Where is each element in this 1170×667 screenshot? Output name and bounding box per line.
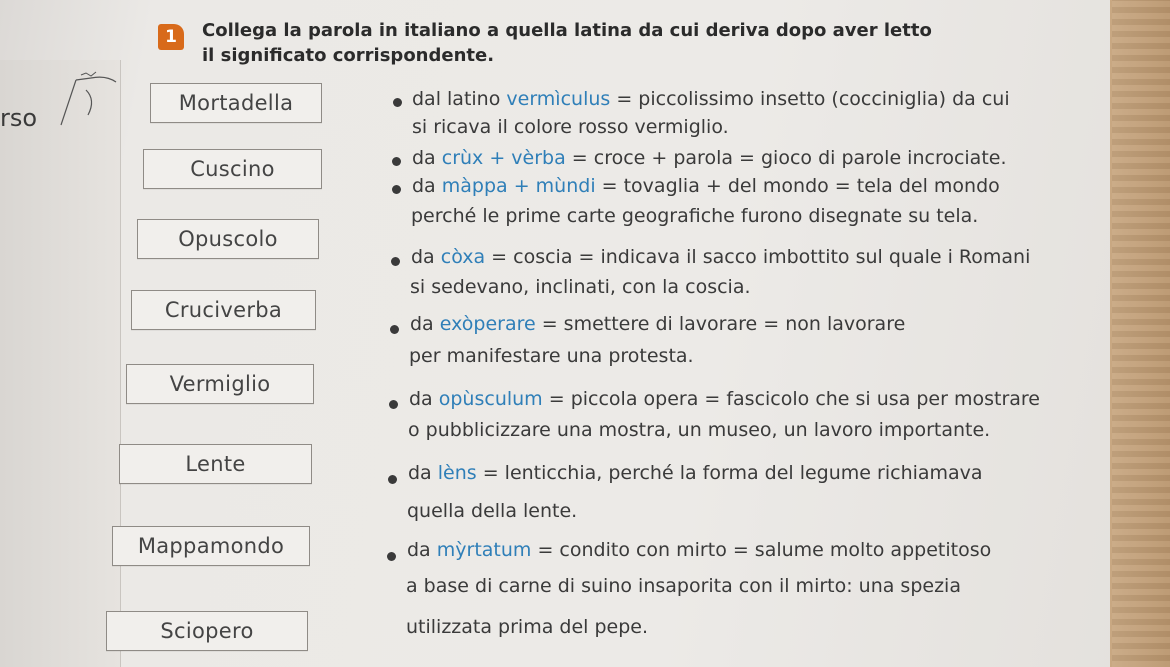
pencil-doodle-icon bbox=[56, 70, 126, 130]
definition-mappa-mundi-cont: perché le prime carte geografiche furono disegnate su tela. bbox=[411, 205, 979, 227]
definition-prefix: da bbox=[411, 246, 441, 268]
definition-meaning: = tovaglia + del mondo = tela del mondo bbox=[595, 175, 1000, 197]
definition-prefix: da bbox=[409, 388, 439, 410]
definition-myrtatum-cont2: utilizzata prima del pepe. bbox=[406, 616, 648, 638]
latin-word: vermìculus bbox=[506, 88, 611, 110]
definition-myrtatum bbox=[407, 539, 991, 561]
bullet-2[interactable] bbox=[392, 157, 401, 166]
definition-prefix: dal latino bbox=[412, 88, 507, 110]
definition-meaning: = condito con mirto = salume molto appetitoso bbox=[531, 539, 992, 561]
definition-prefix: da bbox=[412, 147, 442, 169]
word-box-cruciverba[interactable]: Cruciverba bbox=[131, 290, 316, 330]
instruction-line-2: il significato corrispondente. bbox=[202, 45, 495, 66]
left-page-edge bbox=[0, 60, 121, 667]
definition-mappa-mundi bbox=[412, 175, 1000, 197]
exercise-instruction bbox=[202, 18, 962, 68]
latin-word: màppa + mùndi bbox=[441, 175, 596, 197]
bullet-7[interactable] bbox=[388, 475, 397, 484]
word-box-vermiglio[interactable]: Vermiglio bbox=[126, 364, 314, 404]
instruction-line-1: Collega la parola in italiano a quella latina da cui deriva dopo aver letto bbox=[202, 20, 932, 41]
definition-exoperare bbox=[410, 313, 905, 335]
definition-meaning: = coscia = indicava il sacco imbottito sul quale i Romani bbox=[485, 246, 1031, 268]
definition-prefix: da bbox=[408, 462, 438, 484]
latin-word: exòperare bbox=[439, 313, 536, 335]
definition-prefix: da bbox=[407, 539, 437, 561]
desk-wood-grain bbox=[1112, 0, 1170, 667]
word-box-sciopero[interactable]: Sciopero bbox=[106, 611, 308, 651]
word-box-opuscolo[interactable]: Opuscolo bbox=[137, 219, 319, 259]
word-box-lente[interactable]: Lente bbox=[119, 444, 312, 484]
definition-crux-verba bbox=[412, 147, 1007, 169]
bullet-4[interactable] bbox=[391, 257, 400, 266]
definition-meaning: = lenticchia, perché la forma del legume richiamava bbox=[476, 462, 983, 484]
latin-word: crùx + vèrba bbox=[441, 147, 566, 169]
bullet-1[interactable] bbox=[393, 98, 402, 107]
definition-coxa bbox=[411, 246, 1030, 268]
definition-prefix: da bbox=[410, 313, 440, 335]
definition-exoperare-cont: per manifestare una protesta. bbox=[409, 345, 694, 367]
definition-meaning: = piccolissimo insetto (cocciniglia) da cui bbox=[610, 88, 1010, 110]
left-page-text-fragment: rso bbox=[0, 104, 38, 132]
latin-word: lèns bbox=[437, 462, 477, 484]
definition-vermiculus bbox=[412, 88, 1010, 110]
bullet-3[interactable] bbox=[392, 185, 401, 194]
word-box-cuscino[interactable]: Cuscino bbox=[143, 149, 322, 189]
latin-word: còxa bbox=[440, 246, 486, 268]
definition-myrtatum-cont: a base di carne di suino insaporita con il mirto: una spezia bbox=[406, 575, 961, 597]
definition-opusculum bbox=[409, 388, 1040, 410]
definition-lens bbox=[408, 462, 983, 484]
bullet-6[interactable] bbox=[389, 400, 398, 409]
definition-meaning: = smettere di lavorare = non lavorare bbox=[535, 313, 906, 335]
definition-meaning: = croce + parola = gioco di parole incrociate. bbox=[565, 147, 1007, 169]
bullet-8[interactable] bbox=[387, 552, 396, 561]
definition-opusculum-cont: o pubblicizzare una mostra, un museo, un lavoro importante. bbox=[408, 419, 991, 441]
definition-coxa-cont: si sedevano, inclinati, con la coscia. bbox=[410, 276, 751, 298]
definition-meaning: = piccola opera = fascicolo che si usa per mostrare bbox=[542, 388, 1040, 410]
latin-word: mỳrtatum bbox=[436, 539, 532, 561]
latin-word: opùsculum bbox=[438, 388, 543, 410]
exercise-number-badge: 1 bbox=[158, 24, 184, 50]
definition-prefix: da bbox=[412, 175, 442, 197]
definition-lens-cont: quella della lente. bbox=[407, 500, 578, 522]
bullet-5[interactable] bbox=[390, 325, 399, 334]
word-box-mappamondo[interactable]: Mappamondo bbox=[112, 526, 310, 566]
definition-vermiculus-cont: si ricava il colore rosso vermiglio. bbox=[412, 116, 729, 138]
word-box-mortadella[interactable]: Mortadella bbox=[150, 83, 322, 123]
